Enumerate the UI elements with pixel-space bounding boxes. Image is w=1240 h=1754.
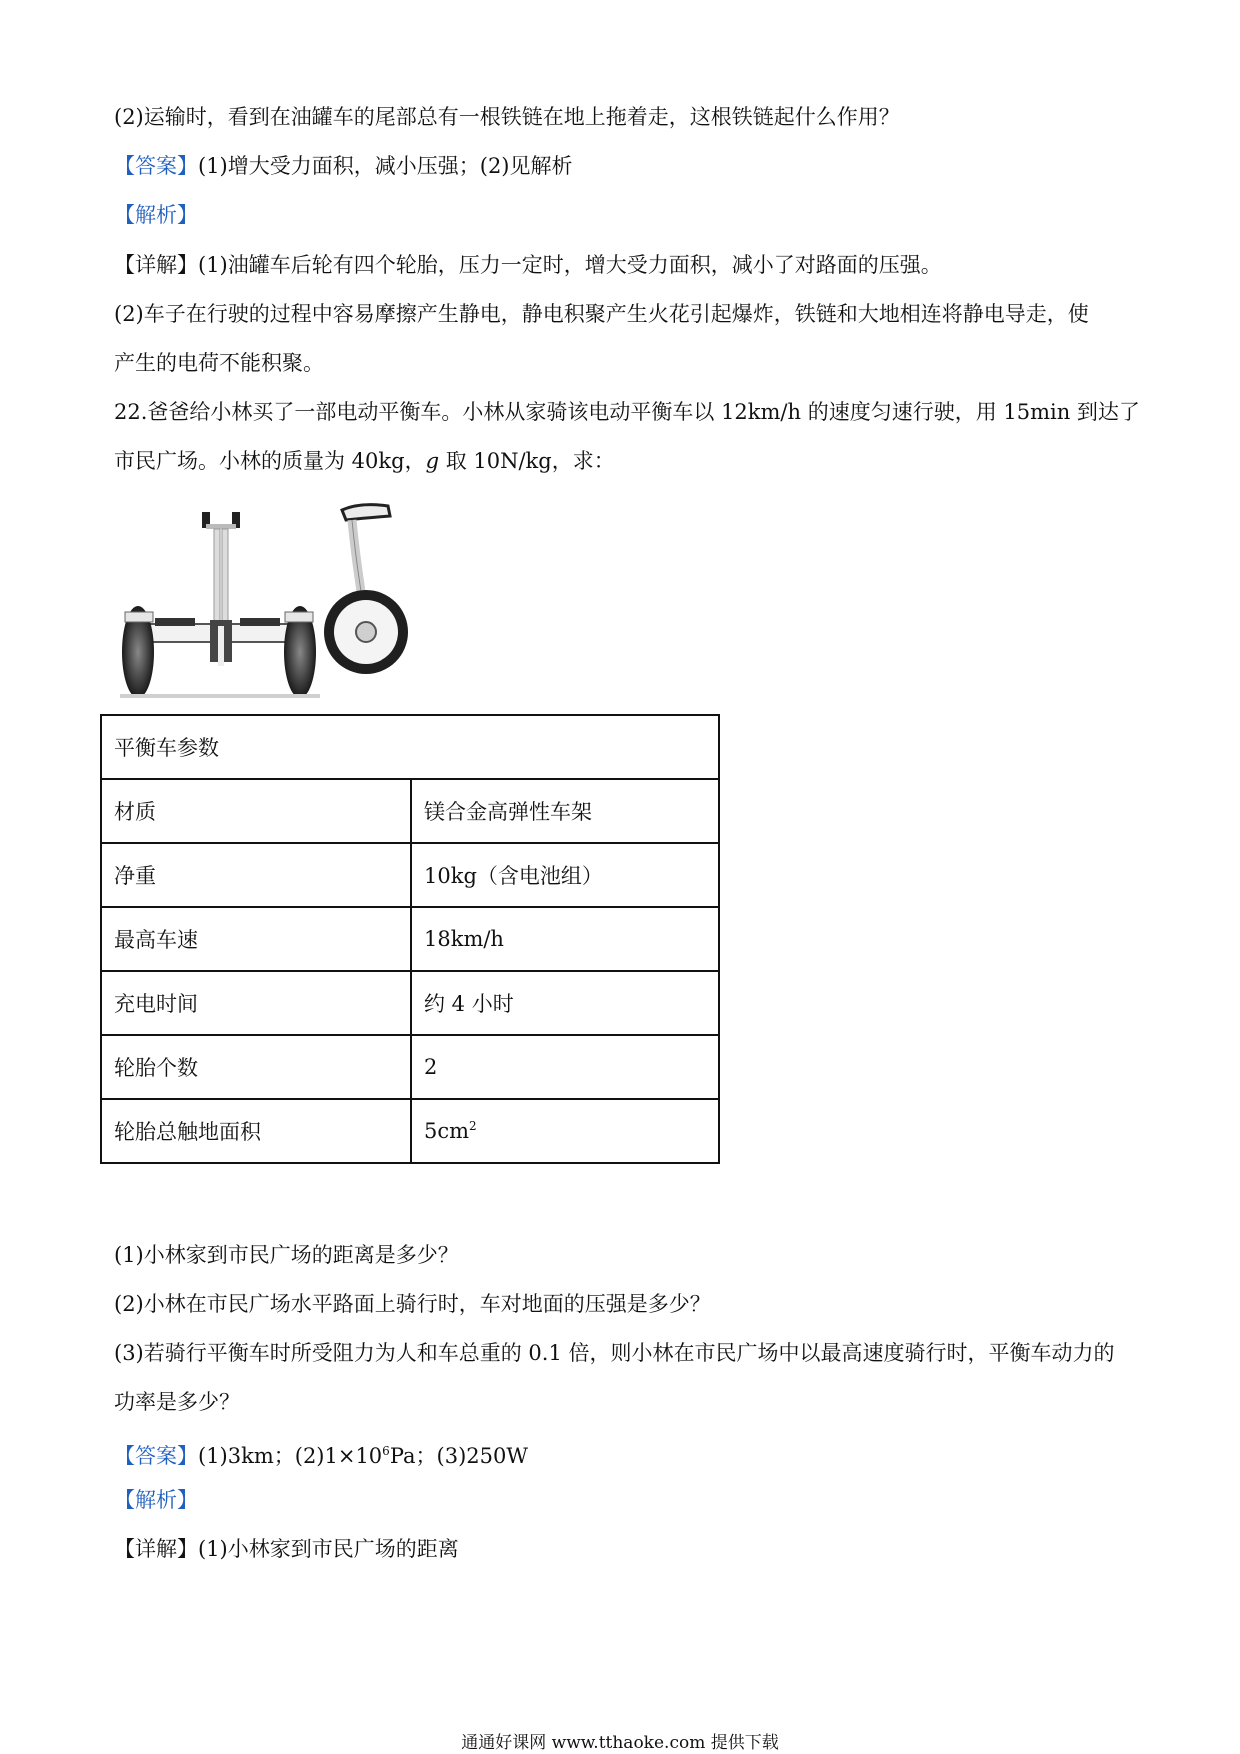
answer-tag: 【答案】 — [114, 154, 198, 178]
sub-question-3-line2: 功率是多少？ — [114, 1390, 240, 1414]
detail-tag: 【详解】 — [114, 1537, 198, 1561]
detail-p2-line1: (2)车子在行驶的过程中容易摩擦产生静电，静电积聚产生火花引起爆炸，铁链和大地相连将静电导走，使 — [114, 302, 1089, 326]
area-exponent: 2 — [469, 1119, 477, 1133]
row-label: 材质 — [101, 779, 411, 843]
answer-text-a: (1)3km；(2)1×10 — [198, 1444, 383, 1468]
answer-text: (1)增大受力面积，减小压强；(2)见解析 — [198, 154, 573, 178]
detail-tag: 【详解】 — [114, 253, 198, 277]
answer-text-b: Pa；(3)250W — [389, 1444, 528, 1468]
parameters-table — [100, 714, 720, 1164]
analysis-line-1 — [114, 200, 198, 230]
row-value: 约 4 小时 — [411, 971, 719, 1035]
answer-exponent: 6 — [382, 1444, 390, 1458]
detail-text: (1)油罐车后轮有四个轮胎，压力一定时，增大受力面积，减小了对路面的压强。 — [198, 253, 942, 277]
row-value: 镁合金高弹性车架 — [411, 779, 719, 843]
row-label: 轮胎总触地面积 — [101, 1099, 411, 1163]
table-row — [101, 971, 719, 1035]
q22-line2-b: 取 10N/kg，求： — [439, 449, 615, 473]
q22-line1: 22.爸爸给小林买了一部电动平衡车。小林从家骑该电动平衡车以 12km/h 的速度匀速行驶，用 15min 到达了 — [114, 400, 1140, 424]
area-value: 5cm — [424, 1119, 470, 1143]
scooter-side-view — [324, 505, 408, 674]
table-row — [101, 1035, 719, 1099]
q21-part2: (2)运输时，看到在油罐车的尾部总有一根铁链在地上拖着走，这根铁链起什么作用？ — [114, 105, 900, 129]
row-value: 18km/h — [411, 907, 719, 971]
sub-question-3-line1: (3)若骑行平衡车时所受阻力为人和车总重的 0.1 倍，则小林在市民广场中以最高速度骑行时，平衡车动力的 — [114, 1341, 1115, 1365]
page-footer: 通通好课网 www.tthaoke.com 提供下载 — [461, 1733, 779, 1753]
analysis-tag: 【解析】 — [114, 203, 198, 227]
row-label: 净重 — [101, 843, 411, 907]
detail-text: (1)小林家到市民广场的距离 — [198, 1537, 459, 1561]
detail-p2-line2: 产生的电荷不能积聚。 — [114, 351, 324, 375]
row-value: 10kg（含电池组） — [411, 843, 719, 907]
table-row — [101, 1099, 719, 1163]
q22-line2 — [114, 446, 615, 476]
table-header: 平衡车参数 — [101, 715, 719, 779]
q22-line2-a: 市民广场。小林的质量为 40kg， — [114, 449, 426, 473]
analysis-line-2 — [114, 1485, 198, 1515]
table-row — [101, 779, 719, 843]
g-symbol: g — [425, 449, 440, 473]
detail-line-1 — [114, 250, 942, 280]
row-label: 充电时间 — [101, 971, 411, 1035]
scooter-front-view — [120, 512, 320, 698]
answer-line-2 — [114, 1436, 528, 1471]
sub-question-1: (1)小林家到市民广场的距离是多少？ — [114, 1243, 459, 1267]
answer-tag: 【答案】 — [114, 1444, 198, 1468]
table-row — [101, 907, 719, 971]
row-value: 2 — [411, 1035, 719, 1099]
balance-scooter-image — [120, 502, 470, 702]
sub-question-2: (2)小林在市民广场水平路面上骑行时，车对地面的压强是多少？ — [114, 1292, 711, 1316]
row-label: 轮胎个数 — [101, 1035, 411, 1099]
table-row — [101, 843, 719, 907]
analysis-tag: 【解析】 — [114, 1488, 198, 1512]
table-header-row — [101, 715, 719, 779]
detail-line-2 — [114, 1534, 459, 1564]
answer-line-1 — [114, 151, 573, 181]
row-label: 最高车速 — [101, 907, 411, 971]
row-value — [411, 1099, 719, 1163]
